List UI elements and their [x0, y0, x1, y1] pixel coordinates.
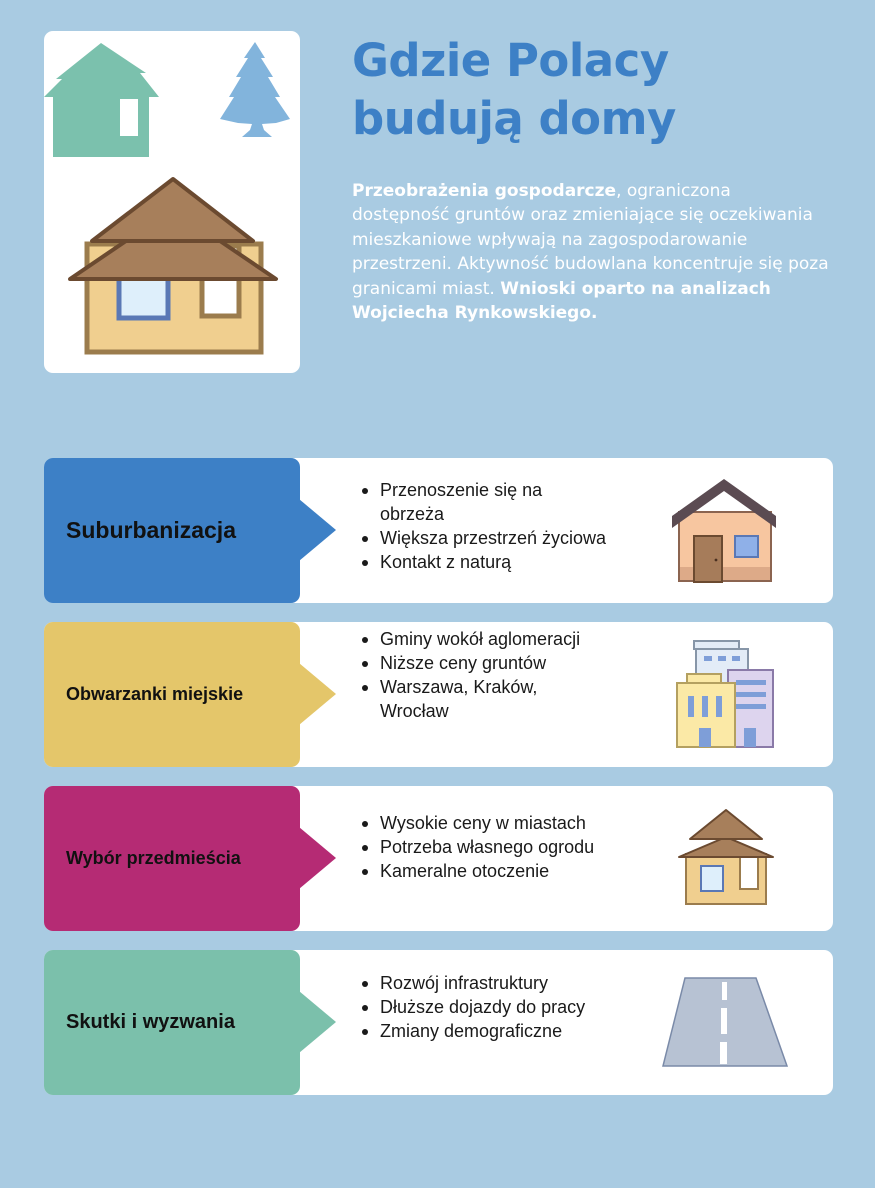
list-item: Niższe ceny gruntów — [359, 651, 609, 675]
intro-paragraph — [352, 179, 832, 325]
list-item: Gminy wokół aglomeracji — [359, 627, 609, 651]
page-title — [352, 32, 832, 148]
list-item: Warszawa, Kraków, Wrocław — [359, 675, 609, 723]
row-label-box — [44, 950, 300, 1095]
list-item: Potrzeba własnego ogrodu — [359, 835, 609, 859]
row-skutki-i-wyzwania — [44, 950, 833, 1095]
list-item: Wysokie ceny w miastach — [359, 811, 609, 835]
bullet-list — [359, 811, 609, 883]
row-label: Obwarzanki miejskie — [66, 684, 244, 704]
list-item: Zmiany demograficzne — [359, 1019, 609, 1043]
row-obwarzanki-miejskie — [44, 622, 833, 767]
row-label-box — [44, 622, 300, 767]
house-icon — [668, 472, 780, 587]
title-line-2: budują domy — [352, 92, 676, 145]
intro-bold-tail: Wnioski oparto na analizach Wojciecha Rynkowskiego. — [352, 278, 771, 324]
small-house-icon — [44, 43, 159, 157]
arrow-pointer — [299, 663, 336, 725]
row-label: Wybór przedmieścia — [66, 848, 241, 868]
buildings-icon — [674, 638, 776, 750]
intro-body: , ograniczona dostępność gruntów oraz zmieniające się oczekiwania mieszkaniowe wpływają na zagospodarowanie przestrzeni. Aktywność budowlana koncentruje się poza granicami miast. — [352, 181, 829, 299]
row-wybor-przedmiescia — [44, 786, 833, 931]
list-item: Przenoszenie się na obrzeża — [359, 478, 609, 526]
list-item: Większa przestrzeń życiowa — [359, 526, 609, 550]
bullet-list — [359, 971, 609, 1043]
list-item: Kameralne otoczenie — [359, 859, 609, 883]
hero-illustration-card — [44, 31, 300, 373]
arrow-pointer — [299, 499, 336, 561]
row-label-box — [44, 458, 300, 603]
large-house-icon — [70, 179, 276, 352]
arrow-pointer — [299, 827, 336, 889]
row-label: Skutki i wyzwania — [66, 1011, 235, 1033]
arrow-pointer — [299, 991, 336, 1053]
bullet-list — [359, 478, 609, 574]
pine-tree-icon — [220, 42, 290, 137]
road-icon — [660, 976, 792, 1070]
row-label-box — [44, 786, 300, 931]
row-suburbanizacja — [44, 458, 833, 603]
list-item: Rozwój infrastruktury — [359, 971, 609, 995]
list-item: Kontakt z naturą — [359, 550, 609, 574]
intro-bold-lead: Przeobrażenia gospodarcze — [352, 181, 617, 201]
bullet-list — [359, 627, 609, 723]
title-line-1: Gdzie Polacy — [352, 34, 669, 87]
row-label: Suburbanizacja — [66, 517, 236, 543]
list-item: Dłuższe dojazdy do pracy — [359, 995, 609, 1019]
cottage-icon — [674, 806, 778, 910]
